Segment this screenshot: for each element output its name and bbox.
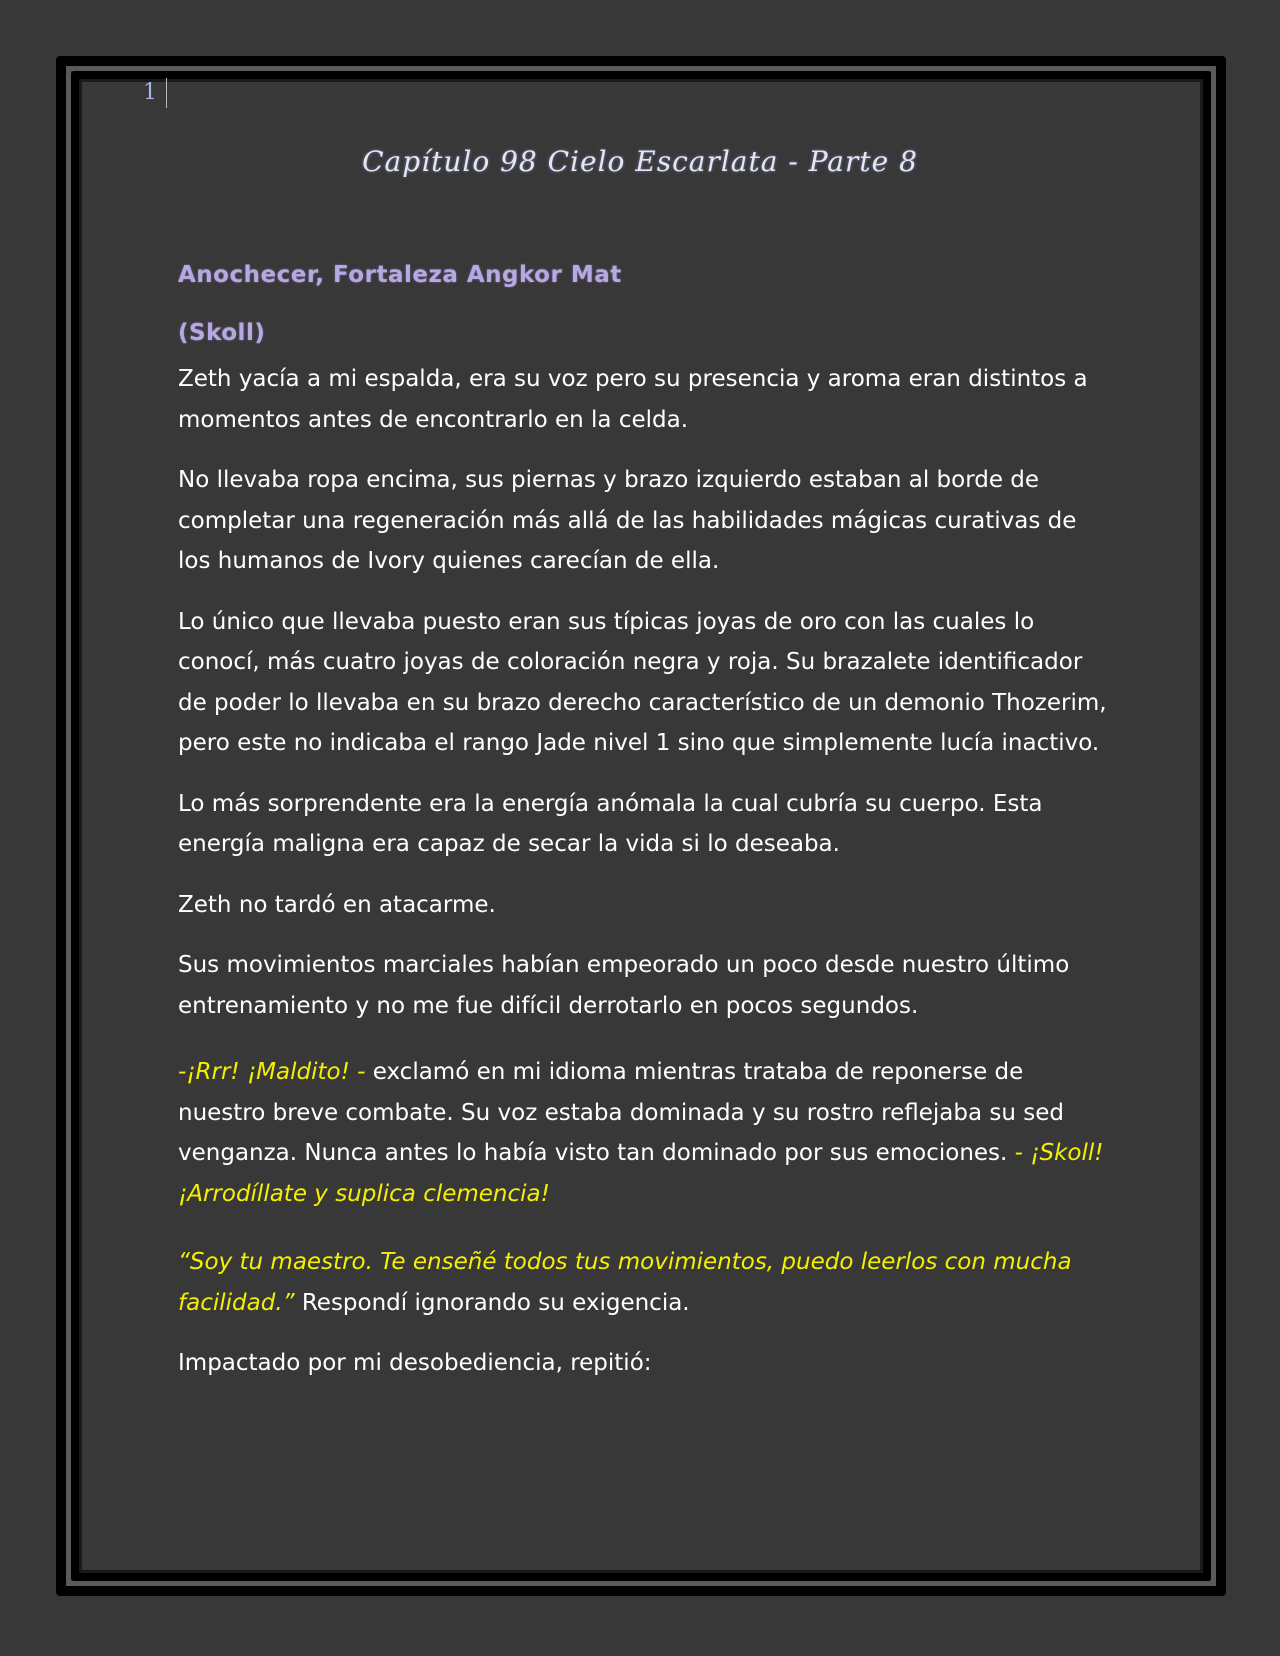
paragraph-6: Sus movimientos marciales habían empeorado un poco desde nuestro último entrenamiento y no me fue difícil derrotarlo en pocos segundos.	[178, 952, 1070, 1019]
chapter-title: Capítulo 98 Cielo Escarlata - Parte 8	[362, 145, 918, 178]
chapter-body	[178, 255, 1108, 1404]
page-number-divider	[166, 78, 167, 108]
dialogue-zeth-1: -¡Rrr! ¡Maldito! -	[178, 1059, 366, 1085]
paragraph-9: Impactado por mi desobediencia, repitió:	[178, 1350, 652, 1376]
narration-text: Respondí ignorando su exigencia.	[294, 1289, 690, 1316]
paragraph-3: Lo único que llevaba puesto eran sus típicas joyas de oro con las cuales lo conocí, más cuatro joyas de coloración negra y roja. Su brazalete identificador de poder lo llevaba en su brazo derecho característico de un demonio Thozerim, pero este no indicaba el rango Jade nivel 1 sino que simplemente lucía inactivo.	[178, 608, 1107, 756]
narration-text: exclamó en mi idioma mientras trataba de reponerse de nuestro breve combate. Su voz estaba dominada y su rostro reflejaba su sed venganza. Nunca antes lo había visto tan dominado por sus emociones.	[178, 1059, 1064, 1166]
page-number: 1	[143, 80, 157, 105]
paragraph-8	[178, 1242, 1108, 1323]
dialogue-zeth-2: - ¡Skoll! ¡Arrodíllate y suplica clemencia!	[178, 1140, 1104, 1207]
dialogue-skoll: “Soy tu maestro. Te enseñé todos tus movimientos, puedo leerlos con mucha facilidad.”	[178, 1249, 1072, 1316]
location-heading: Anochecer, Fortaleza Angkor Mat	[178, 262, 622, 288]
paragraph-5: Zeth no tardó en atacarme.	[178, 891, 496, 918]
paragraph-4: Lo más sorprendente era la energía anómala la cual cubría su cuerpo. Esta energía maligna era capaz de secar la vida si lo deseaba.	[178, 790, 1043, 857]
paragraph-2: No llevaba ropa encima, sus piernas y brazo izquierdo estaban al borde de completar una regeneración más allá de las habilidades mágicas curativas de los humanos de Ivory quienes carecían de ella.	[178, 467, 1077, 574]
paragraph-7	[178, 1052, 1108, 1214]
paragraph-1: Zeth yacía a mi espalda, era su voz pero su presencia y aroma eran distintos a momentos antes de encontrarlo en la celda.	[178, 366, 1088, 433]
narrator-heading: (Skoll)	[178, 319, 266, 346]
